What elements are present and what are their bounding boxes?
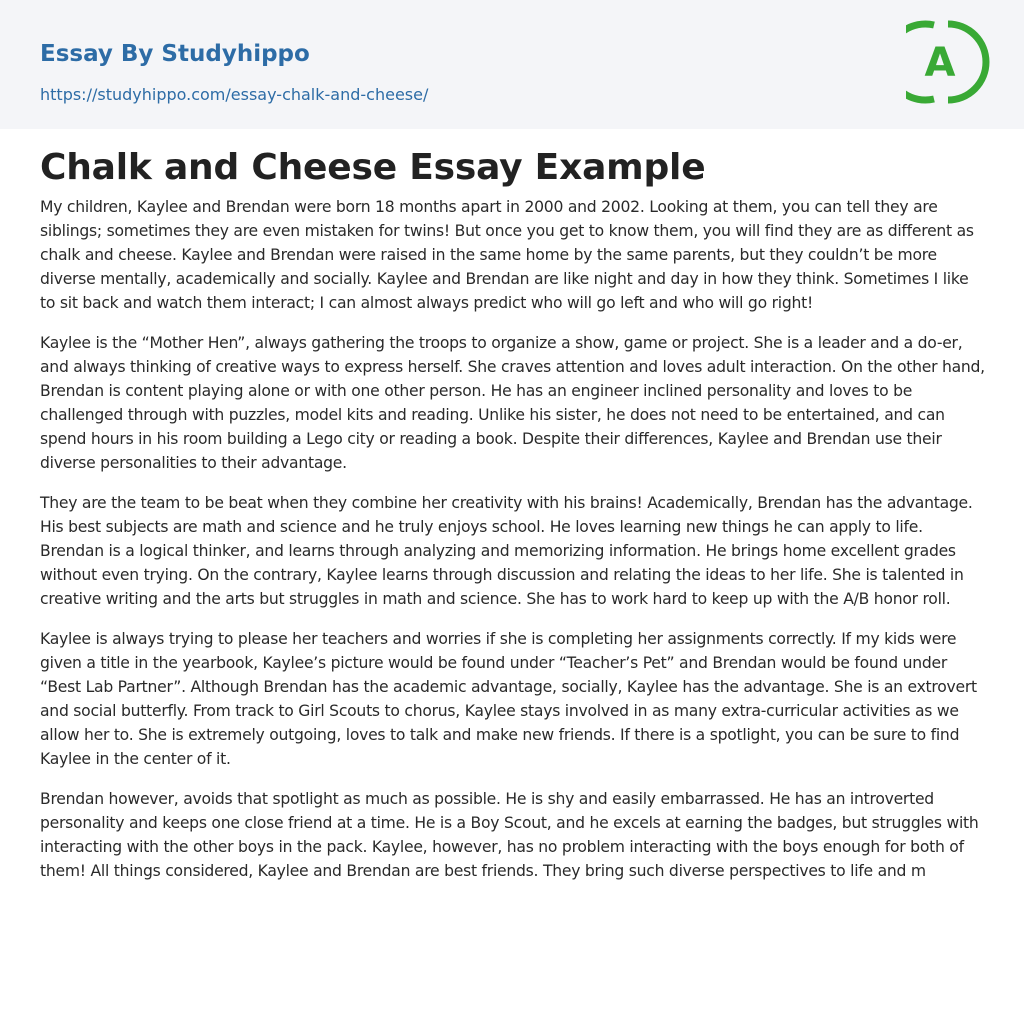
- logo-letter: A: [924, 40, 956, 86]
- essay-paragraph-5: Brendan however, avoids that spotlight as much as possible. He is shy and easily embarrassed. He has an introverted personality and keeps one close friend at a time. He is a Boy Scout, and he excels at earning the badges, but struggles with interacting with the other boys in the pack. Kaylee, however, has no problem interacting with the boys enough for both of them! All things considered, Kaylee and Brendan are best friends. They bring such diverse perspectives to life and m: [40, 790, 979, 880]
- essay-title: Chalk and Cheese Essay Example: [40, 147, 706, 188]
- source-url-link[interactable]: https://studyhippo.com/essay-chalk-and-cheese/: [40, 85, 429, 104]
- essay-paragraph-2: Kaylee is the “Mother Hen”, always gathering the troops to organize a show, game or project. She is a leader and a do-er, and always thinking of creative ways to express herself. She craves attention and loves adult interaction. On the other hand, Brendan is content playing alone or with one other person. He has an engineer inclined personality and loves to be challenged through with puzzles, model kits and reading. Unlike his sister, he does not need to be entertained, and can spend hours in his room building a Lego city or reading a book. Despite their differences, Kaylee and Brendan use their diverse personalities to their advantage.: [40, 334, 985, 472]
- studyhippo-logo-icon[interactable]: [906, 16, 990, 108]
- site-brand[interactable]: Essay By Studyhippo: [40, 41, 310, 67]
- essay-paragraph-3: They are the team to be beat when they combine her creativity with his brains! Academically, Brendan has the advantage. His best subjects are math and science and he truly enjoys school. He loves learning new things he can apply to life. Brendan is a logical thinker, and learns through analyzing and memorizing information. He brings home excellent grades without even trying. On the contrary, Kaylee learns through discussion and relating the ideas to her life. She is talented in creative writing and the arts but struggles in math and science. She has to work hard to keep up with the A/B honor roll.: [40, 494, 973, 608]
- essay-body: [40, 195, 986, 899]
- essay-paragraph-1: My children, Kaylee and Brendan were born 18 months apart in 2000 and 2002. Looking at them, you can tell they are siblings; sometimes they are even mistaken for twins! But once you get to know them, you will find they are as different as chalk and cheese. Kaylee and Brendan were raised in the same home by the same parents, but they couldn’t be more diverse mentally, academically and socially. Kaylee and Brendan are like night and day in how they think. Sometimes I like to sit back and watch them interact; I can almost always predict who will go left and who will go right!: [40, 198, 974, 312]
- essay-paragraph-4: Kaylee is always trying to please her teachers and worries if she is completing her assignments correctly. If my kids were given a title in the yearbook, Kaylee’s picture would be found under “Teacher’s Pet” and Brendan would be found under “Best Lab Partner”. Although Brendan has the academic advantage, socially, Kaylee has the advantage. She is an extrovert and social butterfly. From track to Girl Scouts to chorus, Kaylee stays involved in as many extra-curricular activities as we allow her to. She is extremely outgoing, loves to talk and make new friends. If there is a spotlight, you can be sure to find Kaylee in the center of it.: [40, 630, 977, 768]
